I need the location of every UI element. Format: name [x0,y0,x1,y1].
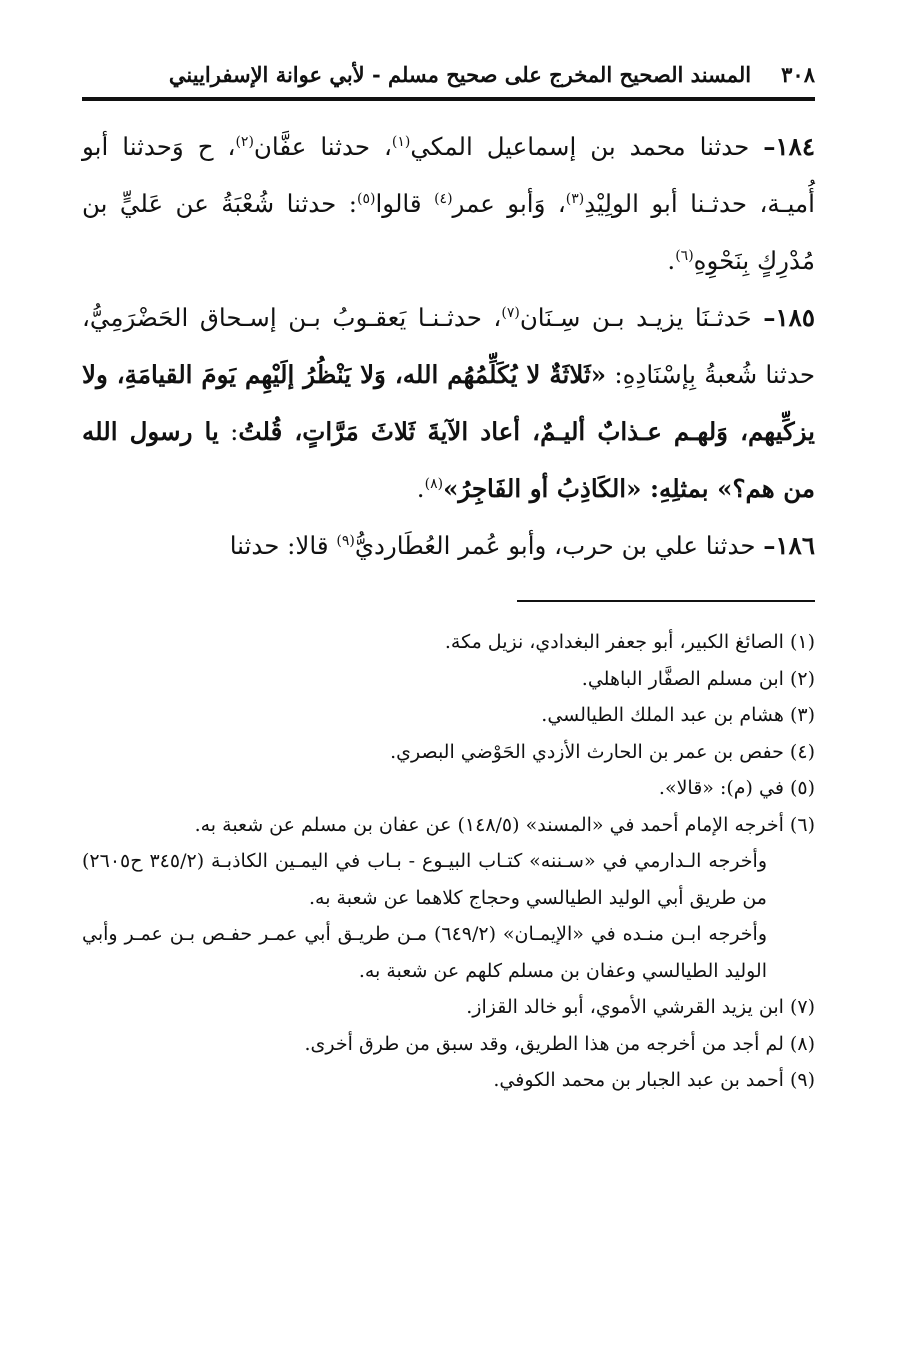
hadith-number: ١٨٦– [763,531,815,560]
hadith-text: قالا: حدثنا [229,531,337,560]
hadith-matn: يا رسول الله من هم؟» بمثلِهِ: «الكَاذِبُ أو الفَاجِرُ» [82,417,815,503]
footnote: (٧) ابن يزيد القرشي الأموي، أبو خالد القزاز. [466,996,815,1018]
footnote: (٩) أحمد بن عبد الجبار بن محمد الكوفي. [493,1069,815,1091]
footnote-ref: (٣) [565,191,585,207]
footnote-ref: (٩) [336,533,355,549]
hadith-text: حَدثـنَا يزيـد بـن سِـنَان [519,303,764,332]
footnote: (٢) ابن مسلم الصفَّار الباهلي. [581,667,815,690]
hadith-text: : حدثنا شُعْبَةُ عن عَليٍّ بن مُدْرِكٍ بِنَحْوِهِ [82,189,815,275]
hadith-text: . [416,474,425,503]
footnote-ref: (١) [391,134,411,150]
page-number: ٣٠٨ [781,62,815,87]
hadith-text: . [667,246,676,275]
footnote-continuation: وأخرجه ابـن منـده في «الإيمـان» (٦٤٩/٢) مـن طريـق أبي عمـر حفـص بـن عمـر وأبي الوليد الطيالسي وعفان بن مسلم كلهم عن شعبة به. [82,923,768,982]
footnote-ref: (٨) [424,476,444,492]
footnote: (٣) هشام بن عبد الملك الطيالسي. [541,704,815,726]
footnote: (٨) لم أجد من أخرجه من هذا الطريق، وقد سبق من طرق أخرى. [304,1032,815,1055]
footnote-ref: (٤) [434,191,453,207]
hadith-185 [82,289,815,517]
footnote-ref: (٥) [357,191,376,207]
book-title: المسند الصحيح المخرج على صحيح مسلم - لأبي عوانة الإسفراييني [168,62,752,87]
hadith-text: ، وَأبو عمر [452,189,566,218]
hadith-text: : [218,417,239,446]
hadith-matn: «ثَلاثَةٌ لا يُكَلِّمُهُم الله، وَلا يَنْظُرُ إلَيْهِم يَومَ القيامَةِ، ولا يزكِّيهم، وَلهـم عـذابٌ أليـمٌ، أعاد الآيةَ ثَلاثَ مَرَّاتٍ، قُلتُ [82,360,815,446]
footnote: (٤) حفص بن عمر بن الحارث الأزدي الحَوْضي البصري. [390,740,815,763]
footnote-ref: (٢) [235,134,254,150]
footnotes [82,624,815,1099]
hadith-text: ، حدثـنـا يَعقـوبُ بـن إسـحاق الحَضْرَمِيُّ، حدثنا شُعبةُ بِإسْنَادِهِ: [82,303,816,389]
footnote-ref: (٧) [501,305,520,321]
hadith-number: ١٨٤– [763,132,815,161]
hadith-text: ، حدثنا عفَّان [253,132,392,161]
hadith-184 [82,118,815,289]
footnote-continuation: وأخرجه الـدارمي في «سـننه» كتـاب البيـوع - بـاب في اليمـين الكاذبـة (٣٤٥/٢ ح٢٦٠٥) من طريق أبي الوليد الطيالسي وحجاج كلاهما عن شعبة به. [82,850,768,909]
hadith-text: ، ح وَحدثنا أبو أُميـة، حدثـنا أبو الولِيْدِ [82,132,815,218]
hadith-number: ١٨٥– [763,303,815,332]
hadith-text: قالوا [375,189,435,218]
hadith-text: حدثنا محمد بن إسماعيل المكي [410,132,764,161]
main-text [82,118,815,574]
footnote-ref: (٦) [675,248,694,264]
hadith-186 [82,517,815,574]
footnote: (٥) في (م): «قالا». [658,777,815,799]
hadith-text: حدثنا علي بن حرب، وأبو عُمر العُطَارديُّ [354,531,764,560]
running-header [82,62,815,94]
header-rule [82,97,815,101]
footnote-rule [517,600,815,602]
footnote: (١) الصائغ الكبير، أبو جعفر البغدادي، نزيل مكة. [444,631,815,653]
footnote: (٦) أخرجه الإمام أحمد في «المسند» (١٤٨/٥) عن عفان بن مسلم عن شعبة به. [194,813,815,836]
